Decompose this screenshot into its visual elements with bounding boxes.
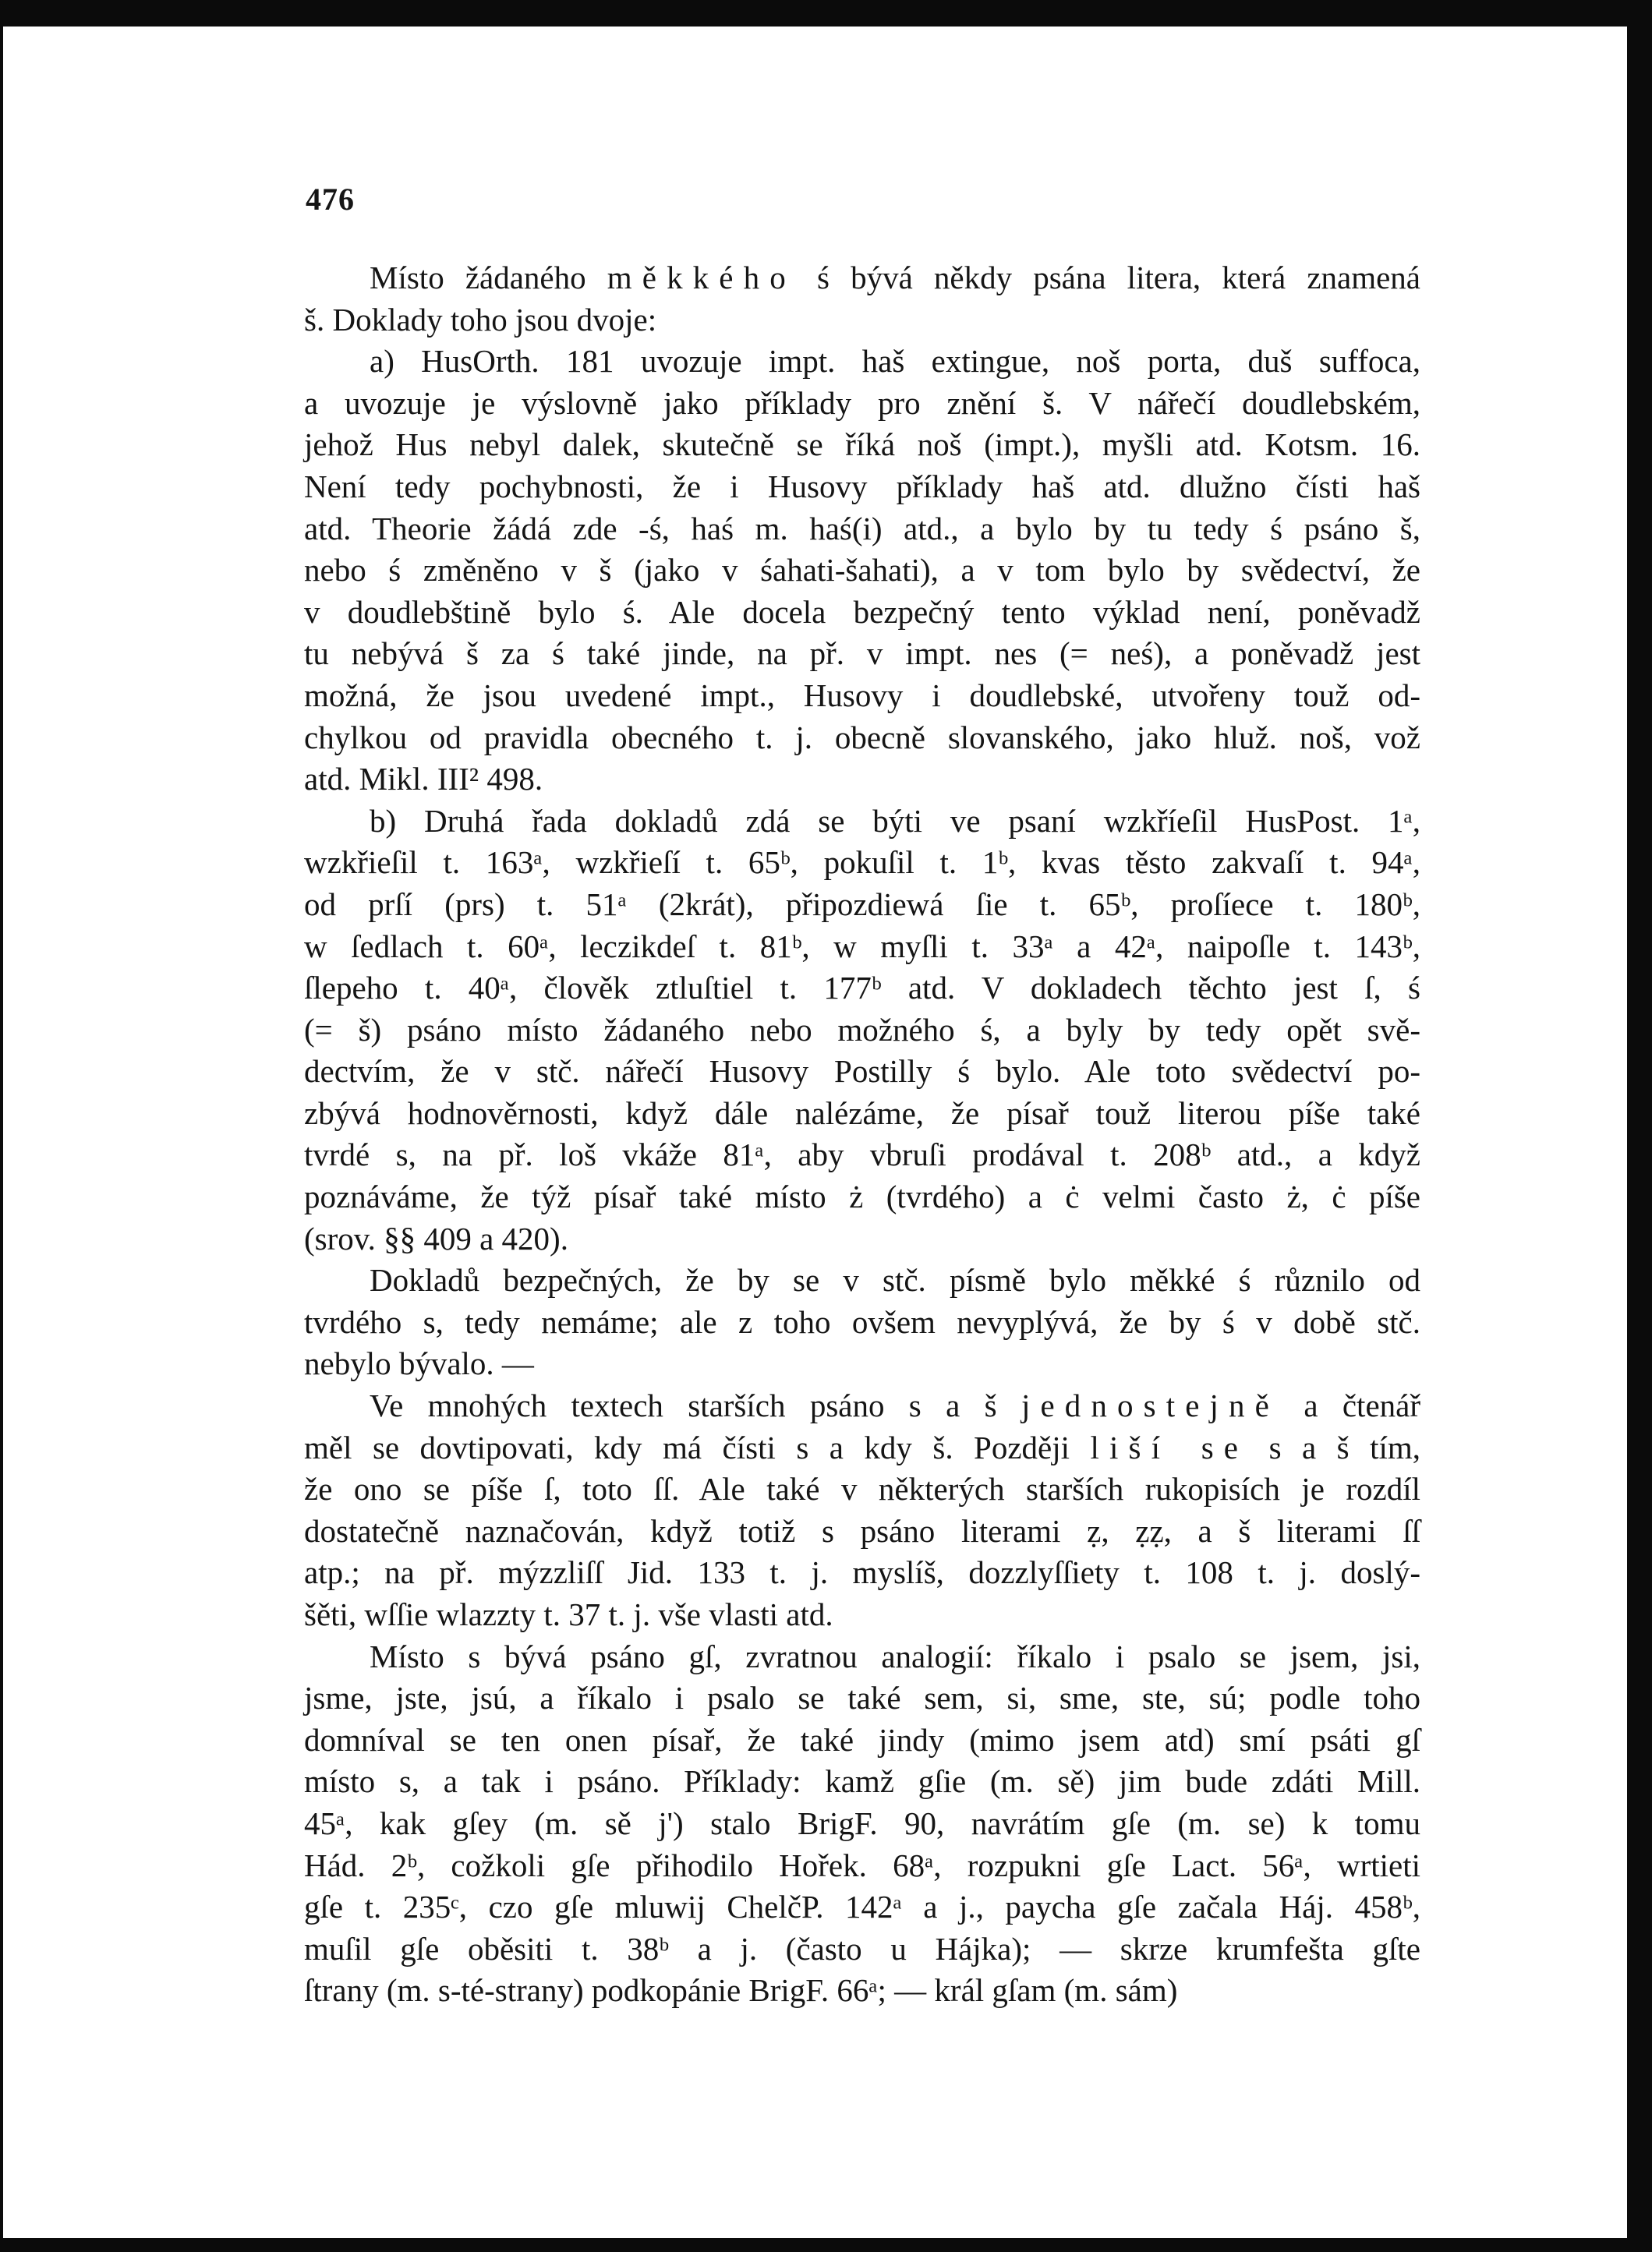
- text-line: [304, 341, 1420, 383]
- text-segment: wzkřieſil t. 163ᵃ, wzkřieſí t. 65ᵇ, pokuſil t. 1ᵇ, kvas těsto zakvaſí t. 94ᵃ,: [304, 844, 1420, 881]
- text-segment: ſtrany (m. s-té-strany) podkopánie BrigF. 66ᵃ; — král gſam (m. sám): [304, 1972, 1178, 2009]
- text-line: [304, 1093, 1420, 1135]
- text-segment: dostatečně naznačován, když totiž s psáno literami ẓ, ẓẓ, a š literami ſſ: [304, 1512, 1420, 1549]
- text-segment: tvrdé s, na př. loš vkáže 81ᵃ, aby vbruſi prodával t. 208ᵇ atd., a když: [304, 1137, 1420, 1173]
- text-segment: muſil gſe oběsiti t. 38ᵇ a j. (často u Hájka); — skrze krumfešta gſte: [304, 1930, 1420, 1967]
- text-line: [304, 884, 1420, 926]
- text-segment: jsme, jste, jsú, a říkalo i psalo se také sem, si, sme, ste, sú; podle toho: [304, 1680, 1420, 1716]
- text-segment: š. Doklady toho jsou dvoje:: [304, 301, 657, 338]
- text-line: [304, 592, 1420, 634]
- text-line: [304, 508, 1420, 550]
- text-segment: 45ᵃ, kak gſey (m. sě j') stalo BrigF. 90, navrátím gſe (m. se) k tomu: [304, 1805, 1420, 1841]
- text-line: [304, 1845, 1420, 1887]
- text-segment: zbývá hodnověrnosti, když dále nalézáme, že písař touž literou píše také: [304, 1094, 1420, 1131]
- text-line: [304, 717, 1420, 759]
- text-segment: Místo s bývá psáno gſ, zvratnou analogií: říkalo i psalo se jsem, jsi,: [370, 1638, 1420, 1674]
- text-segment: Ve mnohých textech starších psáno s a š: [370, 1388, 1021, 1424]
- text-segment: jehož Hus nebyl dalek, skutečně se říká noš (impt.), myšli atd. Kotsm. 16.: [304, 426, 1420, 463]
- text-segment: (srov. §§ 409 a 420).: [304, 1220, 568, 1257]
- text-line: [304, 299, 1420, 341]
- text-line: [304, 383, 1420, 425]
- text-line: [304, 1218, 1420, 1260]
- text-line: [304, 1134, 1420, 1176]
- text-line: [304, 842, 1420, 884]
- paragraph: [304, 1260, 1420, 1385]
- text-line: [304, 926, 1420, 968]
- text-line: [304, 1929, 1420, 1971]
- text-line: [304, 1176, 1420, 1218]
- text-segment: (= š) psáno místo žádaného nebo možného ś, a byly by tedy opět svě-: [304, 1011, 1420, 1048]
- paragraph: [304, 1636, 1420, 2012]
- text-segment: atp.; na př. mýzzliſſ Jid. 133 t. j. myslíš, dozzlyſſiety t. 108 t. j. doslý-: [304, 1554, 1420, 1591]
- text-segment: místo s, a tak i psáno. Příklady: kamž gſie (m. sě) jim bude zdáti Mill.: [304, 1763, 1420, 1800]
- text-line: [304, 1385, 1420, 1427]
- text-line: [304, 967, 1420, 1009]
- text-line: [304, 1009, 1420, 1052]
- text-segment: gſe t. 235ᶜ, czo gſe mluwij ChelčP. 142ᵃ a j., paycha gſe začala Háj. 458ᵇ,: [304, 1889, 1420, 1925]
- text-line: [304, 1427, 1420, 1469]
- text-line: [304, 257, 1420, 299]
- paragraph: [304, 801, 1420, 1260]
- text-segment: ś bývá někdy psána litera, která znamená: [795, 260, 1421, 295]
- text-segment: a čtenář: [1279, 1388, 1420, 1424]
- text-line: [304, 758, 1420, 801]
- text-segment: atd. Mikl. III² 498.: [304, 761, 543, 797]
- text-line: [304, 1511, 1420, 1553]
- text-line: [304, 1469, 1420, 1511]
- text-segment: tvrdého s, tedy nemáme; ale z toho ovšem nevyplývá, že by ś v době stč.: [304, 1303, 1420, 1340]
- text-segment: Není tedy pochybnosti, že i Husovy příklady haš atd. dlužno čísti haš: [304, 468, 1420, 504]
- text-segment: dectvím, že v stč. nářečí Husovy Postilly ś bylo. Ale toto svědectví po-: [304, 1053, 1420, 1090]
- text-segment: nebo ś změněno v š (jako v śahati-šahati), a v tom bylo by svědectví, že: [304, 552, 1420, 589]
- page-number: 476: [306, 182, 355, 217]
- text-segment: možná, že jsou uvedené impt., Husovy i doudlebské, utvořeny touž od-: [304, 677, 1420, 713]
- text-segment: liší se: [1090, 1429, 1249, 1465]
- text-segment: domníval se ten onen písař, že také jindy (mimo jsem atd) smí psáti gſ: [304, 1721, 1420, 1758]
- paragraph: [304, 1385, 1420, 1636]
- text-segment: jednostejně: [1021, 1388, 1279, 1424]
- text-line: [304, 1552, 1420, 1594]
- text-line: [304, 1636, 1420, 1678]
- text-segment: měl se dovtipovati, kdy má čísti s a kdy š. Později: [304, 1429, 1091, 1465]
- text-segment: chylkou od pravidla obecného t. j. obecně slovanského, jako hluž. noš, vož: [304, 719, 1420, 755]
- text-segment: atd. Theorie žádá zde -ś, haś m. haś(i) atd., a bylo by tu tedy ś psáno š,: [304, 510, 1420, 546]
- text-line: [304, 633, 1420, 675]
- text-segment: tu nebývá š za ś také jinde, na př. v impt. nes (= neś), a poněvadž jest: [304, 635, 1420, 672]
- text-segment: od prſí (prs) t. 51ᵃ (2krát), připozdiewá ſie t. 65ᵇ, proſíece t. 180ᵇ,: [304, 886, 1420, 922]
- text-segment: b) Druhá řada dokladů zdá se býti ve psaní wzkříeſil HusPost. 1ᵃ,: [370, 802, 1420, 839]
- text-line: [304, 1720, 1420, 1762]
- text-segment: poznáváme, že týž písař také místo ż (tvrdého) a ċ velmi často ż, ċ píše: [304, 1179, 1420, 1215]
- text-line: [304, 801, 1420, 843]
- text-line: [304, 1260, 1420, 1302]
- scan-border-top: [0, 0, 1652, 27]
- paragraph: [304, 257, 1420, 341]
- scan-border-right: [1627, 0, 1652, 2252]
- text-segment: ſlepeho t. 40ᵃ, člověk ztluſtiel t. 177ᵇ atd. V dokladech těchto jest ſ, ś: [304, 970, 1420, 1006]
- text-segment: nebylo bývalo. —: [304, 1345, 534, 1382]
- text-line: [304, 424, 1420, 466]
- text-line: [304, 1594, 1420, 1636]
- text-line: [304, 466, 1420, 508]
- text-line: [304, 1678, 1420, 1720]
- text-line: [304, 1886, 1420, 1929]
- text-segment: měkkého: [607, 260, 796, 295]
- text-line: [304, 1051, 1420, 1093]
- text-line: [304, 550, 1420, 592]
- scan-border-left: [0, 0, 3, 2252]
- text-segment: šěti, wſſie wlazzty t. 37 t. j. vše vlasti atd.: [304, 1596, 833, 1632]
- text-segment: v doudlebštině bylo ś. Ale docela bezpečný tento výklad není, poněvadž: [304, 593, 1420, 630]
- text-segment: Hád. 2ᵇ, cožkoli gſe přihodilo Hořek. 68ᵃ, rozpukni gſe Lact. 56ᵃ, wrtieti: [304, 1847, 1420, 1883]
- text-segment: s a š tím,: [1248, 1429, 1420, 1465]
- paragraph: [304, 341, 1420, 801]
- body-text: [304, 257, 1420, 2012]
- text-segment: a uvozuje je výslovně jako příklady pro znění š. V nářečí doudlebském,: [304, 384, 1420, 421]
- text-segment: a) HusOrth. 181 uvozuje impt. haš extingue, noš porta, duš suffoca,: [370, 343, 1420, 380]
- text-segment: Dokladů bezpečných, že by se v stč. písmě bylo měkké ś různilo od: [370, 1262, 1420, 1299]
- text-line: [304, 1343, 1420, 1385]
- text-line: [304, 675, 1420, 717]
- text-segment: w ſedlach t. 60ᵃ, leczikdeſ t. 81ᵇ, w myſli t. 33ᵃ a 42ᵃ, naipoſle t. 143ᵇ,: [304, 928, 1420, 964]
- scan-border-bottom: [0, 2238, 1652, 2252]
- text-line: [304, 1761, 1420, 1803]
- text-line: [304, 1970, 1420, 2012]
- text-line: [304, 1302, 1420, 1344]
- text-line: [304, 1803, 1420, 1845]
- text-segment: Místo žádaného: [370, 260, 607, 295]
- text-segment: že ono se píše ſ, toto ſſ. Ale také v některých starších rukopisích je rozdíl: [304, 1471, 1420, 1508]
